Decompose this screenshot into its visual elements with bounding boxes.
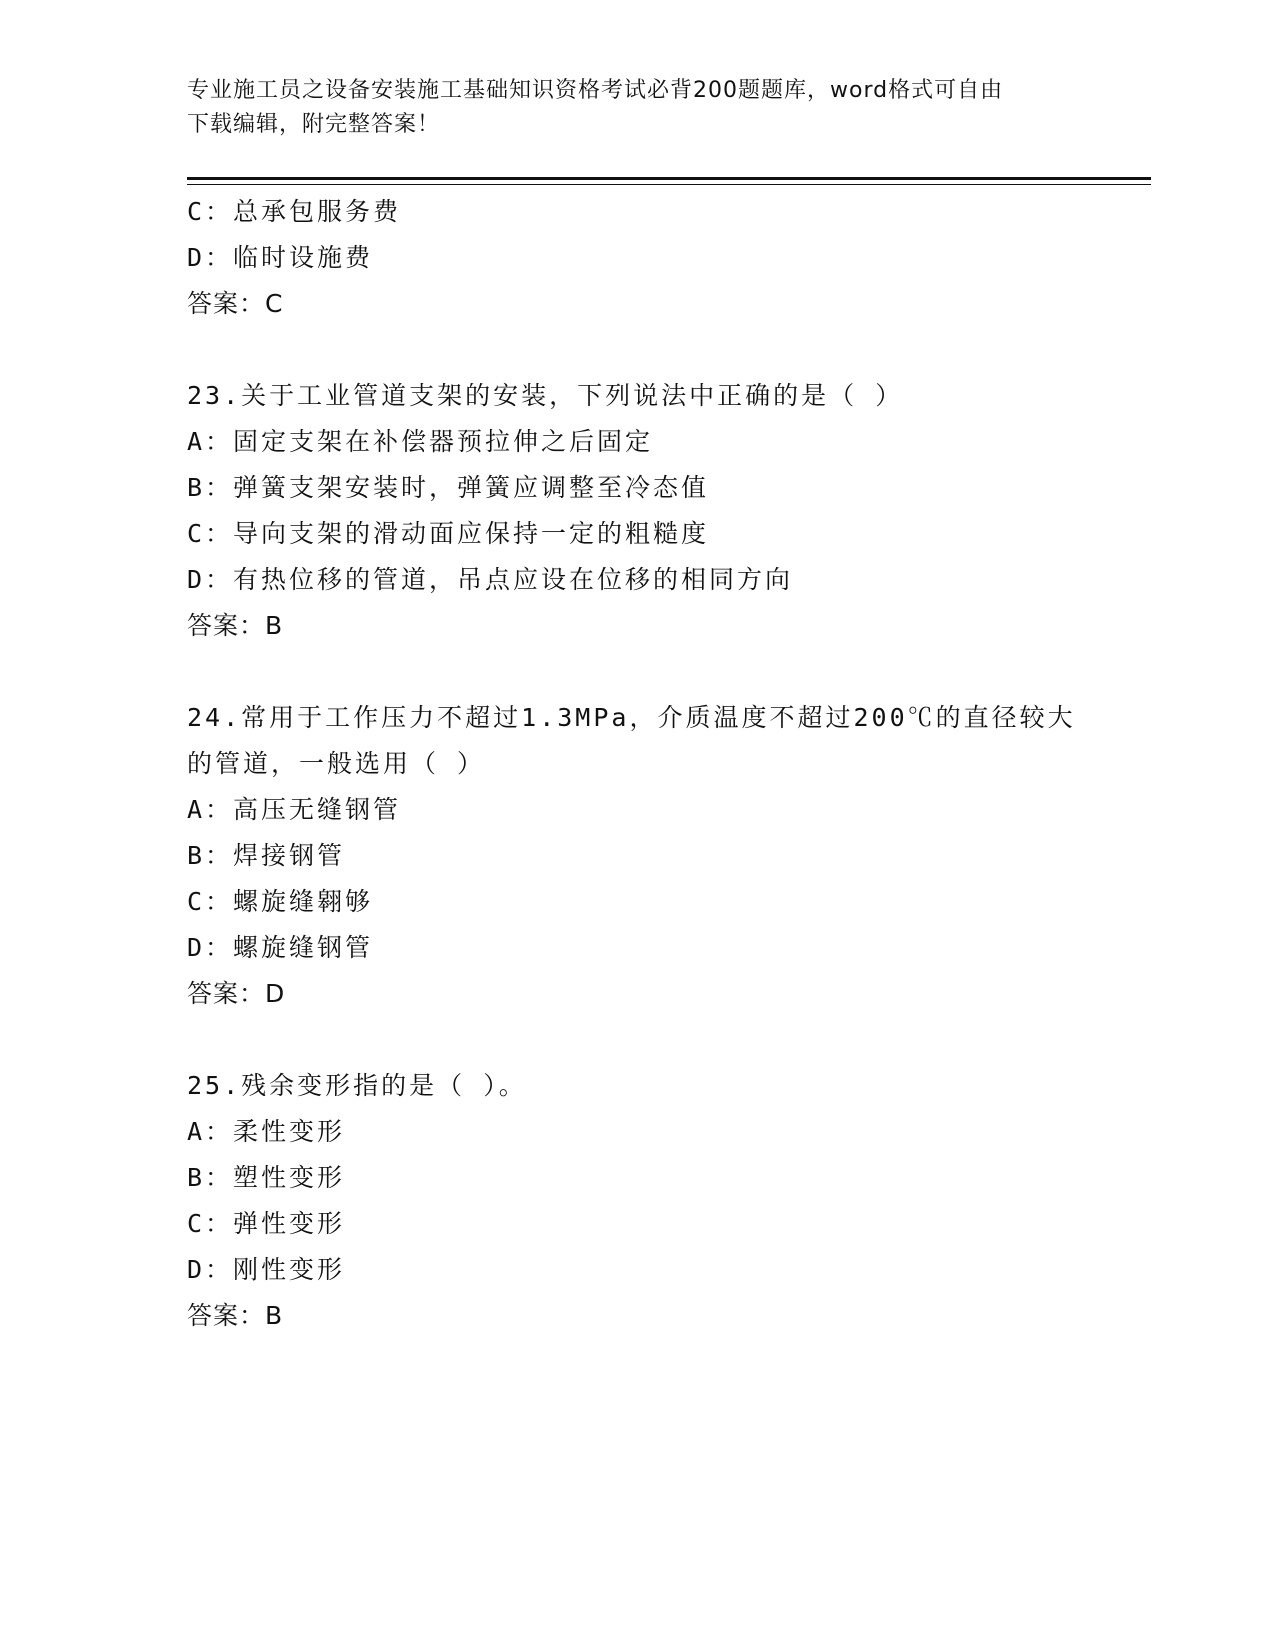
answer-text: 答案：B (187, 1301, 284, 1330)
answer-text: 答案：B (187, 611, 284, 640)
header-line-2: 下载编辑，附完整答案！ (187, 112, 441, 137)
question-stem: 25.残余变形指的是（ ）。 (187, 1071, 527, 1100)
answer-text: 答案：D (187, 979, 286, 1008)
option-d: D：临时设施费 (187, 243, 374, 272)
option-b: B：塑性变形 (187, 1163, 346, 1192)
question-stem: 23.关于工业管道支架的安装，下列说法中正确的是（ ） (187, 381, 904, 410)
option-c: C：导向支架的滑动面应保持一定的粗糙度 (187, 519, 710, 548)
option-a: A：柔性变形 (187, 1117, 346, 1146)
option-d: D：有热位移的管道，吊点应设在位移的相同方向 (187, 565, 794, 594)
question-stem-line-1: 24.常用于工作压力不超过1.3MPa，介质温度不超过200℃的直径较大 (187, 703, 1076, 732)
option-c: C：螺旋缝翱够 (187, 887, 374, 916)
document-header (187, 74, 1067, 142)
header-line-1: 专业施工员之设备安装施工基础知识资格考试必背200题题库，word格式可自由 (187, 78, 1004, 103)
question-22-tail (187, 189, 1127, 327)
header-divider-thin (187, 184, 1151, 185)
header-divider-thick (187, 177, 1151, 180)
question-stem-line-2: 的管道，一般选用（ ） (187, 749, 486, 778)
option-b: B：弹簧支架安装时，弹簧应调整至冷态值 (187, 473, 710, 502)
option-d: D：螺旋缝钢管 (187, 933, 374, 962)
answer-text: 答案：C (187, 289, 284, 318)
question-23 (187, 373, 1127, 649)
option-c: C：总承包服务费 (187, 197, 402, 226)
option-a: A：高压无缝钢管 (187, 795, 402, 824)
option-b: B：焊接钢管 (187, 841, 346, 870)
question-25 (187, 1063, 1127, 1339)
option-d: D：刚性变形 (187, 1255, 346, 1284)
question-list (187, 189, 1127, 1339)
question-24 (187, 695, 1127, 1017)
option-a: A：固定支架在补偿器预拉伸之后固定 (187, 427, 654, 456)
option-c: C：弹性变形 (187, 1209, 346, 1238)
